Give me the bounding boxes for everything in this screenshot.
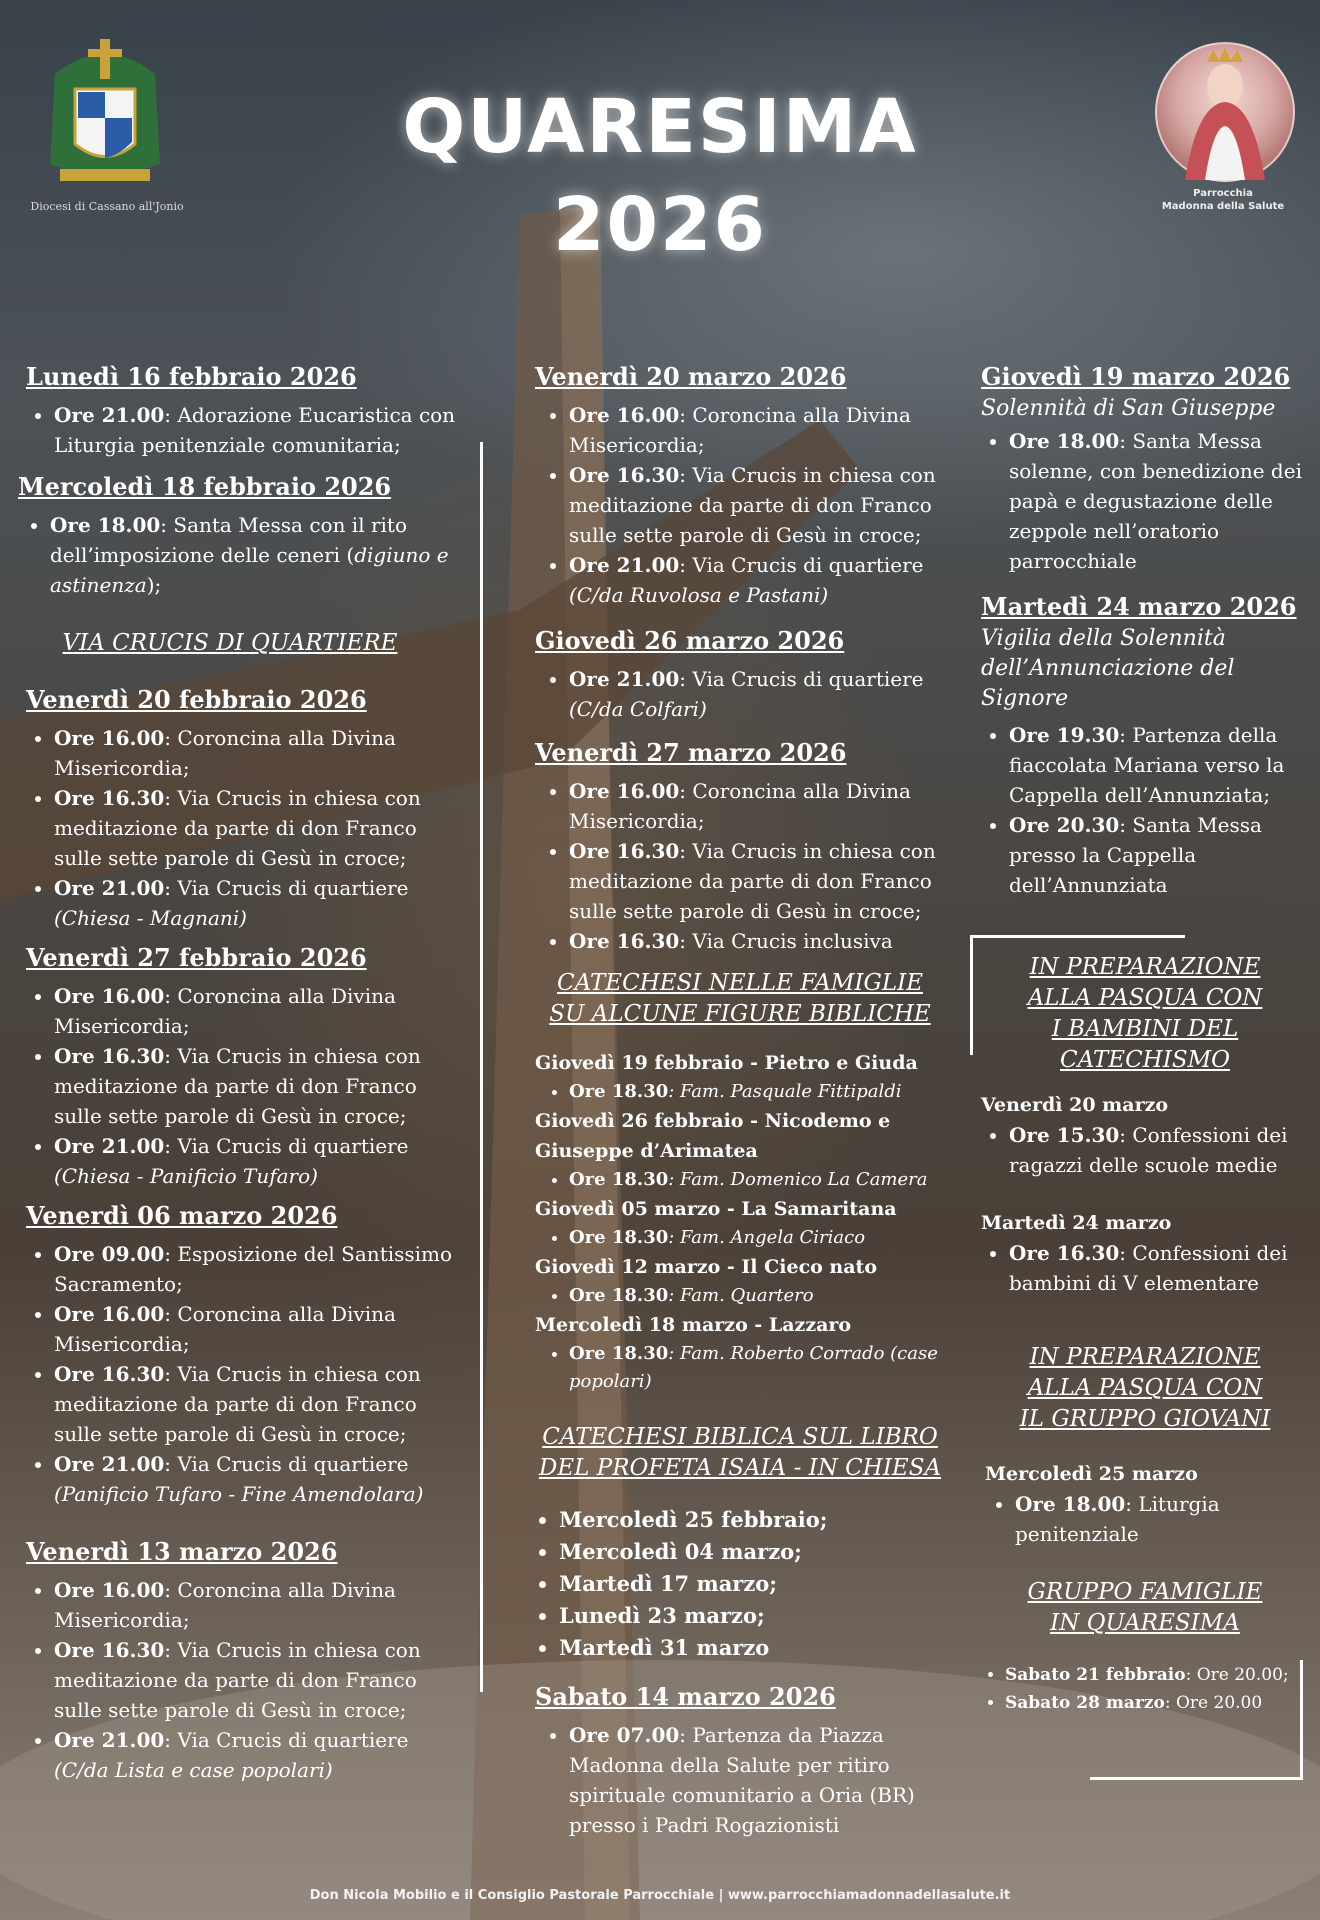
date-heading: Venerdì 27 marzo 2026 [535, 738, 847, 767]
list-item: • Ore 16.30: Confessioni dei bambini di V elementare [1009, 1238, 1315, 1298]
schedule-list [20, 510, 460, 600]
title-quaresima: QUARESIMA [402, 83, 918, 170]
list-item: • Ore 09.00: Esposizione del Santissimo Sacramento; [54, 1239, 460, 1299]
date-heading: Mercoledì 18 febbraio 2026 [18, 472, 392, 501]
section-title-catechesi-isaia: CATECHESI BIBLICA SUL LIBRO DEL PROFETA ISAIA - IN CHIESA [538, 1424, 942, 1481]
list-item: Giovedì 12 marzo - Il Cieco nato [535, 1256, 877, 1278]
list-item: • Ore 18.30: Fam. Angela Ciriaco [569, 1224, 945, 1252]
list-item: • Ore 18.30: Fam. Quartero [569, 1282, 945, 1310]
date-heading: Giovedì 19 marzo 2026 [981, 362, 1291, 391]
list-item: • Ore 16.00: Coroncina alla Divina Misericordia; [54, 1575, 460, 1635]
list-item: • Lunedì 23 marzo; [559, 1600, 945, 1632]
schedule-list [975, 720, 1315, 900]
list-item: • Ore 20.30: Santa Messa presso la Cappella dell’Annunziata [1009, 810, 1315, 900]
date-heading: Venerdì 27 febbraio 2026 [26, 943, 367, 972]
list-item: • Ore 21.00: Adorazione Eucaristica con Liturgia penitenziale comunitaria; [54, 400, 460, 460]
schedule-list [535, 664, 945, 724]
list-item: • Ore 21.00: Via Crucis di quartiere (Chiesa - Magnani) [54, 873, 460, 933]
list-item: • Ore 19.30: Partenza della fiaccolata Mariana verso la Cappella dell’Annunziata; [1009, 720, 1315, 810]
list-item: Mercoledì 25 marzo [985, 1463, 1198, 1485]
list-item: • Sabato 21 febbraio: Ore 20.00; [1005, 1661, 1315, 1689]
schedule-list [975, 426, 1315, 576]
column-divider [480, 442, 483, 1692]
section-title-giovani: IN PREPARAZIONE ALLA PASQUA CON IL GRUPPO GIOVANI [1019, 1344, 1271, 1432]
list-item: • Ore 16.30: Via Crucis in chiesa con meditazione da parte di don Franco sulle sette parole di Gesù in croce; [569, 460, 945, 550]
section-title-bambini: IN PREPARAZIONE ALLA PASQUA CON I BAMBINI DEL CATECHISMO [1027, 954, 1263, 1073]
subtitle: Vigilia della Solennità dell’Annunciazione del Signore [981, 626, 1235, 711]
list-item: • Ore 21.00: Via Crucis di quartiere (C/da Colfari) [569, 664, 945, 724]
list-item: • Mercoledì 04 marzo; [559, 1536, 945, 1568]
list-item: • Ore 18.30: Fam. Pasquale Fittipaldi [569, 1078, 945, 1106]
parish-caption: Parrocchia Madonna della Salute [1161, 188, 1285, 212]
list-item: • Ore 16.30: Via Crucis in chiesa con meditazione da parte di don Franco sulle sette parole di Gesù in croce; [54, 1359, 460, 1449]
list-item: Venerdì 20 marzo [981, 1094, 1169, 1116]
date-heading: Lunedì 16 febbraio 2026 [26, 362, 357, 391]
section-title-via-crucis: VIA CRUCIS DI QUARTIERE [62, 630, 398, 656]
list-item: • Ore 16.30: Via Crucis inclusiva [569, 926, 945, 956]
column-2 [535, 360, 945, 1840]
date-heading: Sabato 14 marzo 2026 [535, 1682, 836, 1711]
list-item: • Ore 16.00: Coroncina alla Divina Misericordia; [569, 400, 945, 460]
list-item: • Ore 16.00: Coroncina alla Divina Misericordia; [54, 723, 460, 783]
list-item: Mercoledì 18 marzo - Lazzaro [535, 1314, 852, 1336]
families-list [975, 1661, 1315, 1717]
frame-line [1300, 1660, 1303, 1780]
list-item: Martedì 24 marzo [981, 1212, 1172, 1234]
date-heading: Giovedì 26 marzo 2026 [535, 626, 845, 655]
title-year: 2026 [553, 181, 767, 268]
schedule-list [20, 1575, 460, 1785]
list-item: Giovedì 19 febbraio - Pietro e Giuda [535, 1052, 918, 1074]
frame-line [970, 935, 1185, 938]
list-item: • Sabato 28 marzo: Ore 20.00 [1005, 1689, 1315, 1717]
date-heading: Venerdì 20 febbraio 2026 [26, 685, 367, 714]
list-item: Giovedì 26 febbraio - Nicodemo e Giuseppe d’Arimatea [535, 1110, 891, 1162]
list-item: • Ore 16.30: Via Crucis in chiesa con meditazione da parte di don Franco sulle sette parole di Gesù in croce; [569, 836, 945, 926]
list-item: • Ore 21.00: Via Crucis di quartiere (C/da Lista e case popolari) [54, 1725, 460, 1785]
schedule-list [535, 400, 945, 610]
date-heading: Venerdì 20 marzo 2026 [535, 362, 847, 391]
diocese-coat-of-arms-icon [40, 34, 170, 194]
frame-line [1090, 1777, 1303, 1780]
list-item: • Ore 15.30: Confessioni dei ragazzi delle scuole medie [1009, 1120, 1315, 1180]
list-item: • Ore 18.00: Santa Messa solenne, con benedizione dei papà e degustazione delle zeppole nell’oratorio parrocchiale [1009, 426, 1315, 576]
family-catechesis-list [535, 1048, 945, 1396]
list-item: • Ore 16.30: Via Crucis in chiesa con meditazione da parte di don Franco sulle sette parole di Gesù in croce; [54, 1041, 460, 1131]
list-item: • Martedì 17 marzo; [559, 1568, 945, 1600]
section-title-famiglie: GRUPPO FAMIGLIE IN QUARESIMA [1027, 1579, 1263, 1636]
date-heading: Venerdì 06 marzo 2026 [26, 1201, 338, 1230]
schedule-list [20, 981, 460, 1191]
list-item: • Ore 16.00: Coroncina alla Divina Misericordia; [54, 981, 460, 1041]
list-item: • Martedì 31 marzo [559, 1632, 945, 1664]
footer-credits: Don Nicola Mobilio e il Consiglio Pastorale Parrocchiale | www.parrocchiamadonnadellasalute.it [309, 1888, 1011, 1903]
date-heading: Martedì 24 marzo 2026 [981, 592, 1297, 621]
list-item: • Ore 16.00: Coroncina alla Divina Misericordia; [569, 776, 945, 836]
frame-line [970, 935, 973, 1055]
list-item: • Ore 16.00: Coroncina alla Divina Misericordia; [54, 1299, 460, 1359]
diocese-caption: Diocesi di Cassano all'Jonio [30, 200, 184, 213]
list-item: • Ore 18.30: Fam. Domenico La Camera [569, 1166, 945, 1194]
section-title-catechesi-famiglie: CATECHESI NELLE FAMIGLIE SU ALCUNE FIGURE BIBLICHE [549, 970, 931, 1027]
schedule-list [20, 1239, 460, 1509]
list-item: • Ore 16.30: Via Crucis in chiesa con meditazione da parte di don Franco sulle sette parole di Gesù in croce; [54, 1635, 460, 1725]
list-item: • Ore 18.30: Fam. Roberto Corrado (case popolari) [569, 1340, 945, 1396]
list-item: • Mercoledì 25 febbraio; [559, 1504, 945, 1536]
list-item: • Ore 07.00: Partenza da Piazza Madonna della Salute per ritiro spirituale comunitario a Oria (BR) presso i Padri Rogazionisti [569, 1720, 945, 1840]
list-item: Giovedì 05 marzo - La Samaritana [535, 1198, 897, 1220]
schedule-list [20, 723, 460, 933]
date-heading: Venerdì 13 marzo 2026 [26, 1537, 338, 1566]
subtitle: Solennità di San Giuseppe [981, 396, 1276, 421]
schedule-list [535, 1720, 945, 1840]
schedule-list [20, 400, 460, 460]
list-item: • Ore 21.00: Via Crucis di quartiere (Panificio Tufaro - Fine Amendolara) [54, 1449, 460, 1509]
list-item: • Ore 18.00: Liturgia penitenziale [1015, 1489, 1315, 1549]
isaiah-dates-list [535, 1504, 945, 1664]
schedule-list [535, 776, 945, 956]
parish-madonna-logo [1155, 42, 1295, 182]
list-item: • Ore 16.30: Via Crucis in chiesa con meditazione da parte di don Franco sulle sette parole di Gesù in croce; [54, 783, 460, 873]
madonna-figure-icon [1157, 44, 1293, 180]
list-item: • Ore 18.00: Santa Messa con il rito dell’imposizione delle ceneri (digiuno e astinenza); [50, 510, 460, 600]
list-item: • Ore 21.00: Via Crucis di quartiere (C/da Ruvolosa e Pastani) [569, 550, 945, 610]
column-1 [20, 360, 460, 1785]
list-item: • Ore 21.00: Via Crucis di quartiere (Chiesa - Panificio Tufaro) [54, 1131, 460, 1191]
column-3 [975, 360, 1315, 1717]
